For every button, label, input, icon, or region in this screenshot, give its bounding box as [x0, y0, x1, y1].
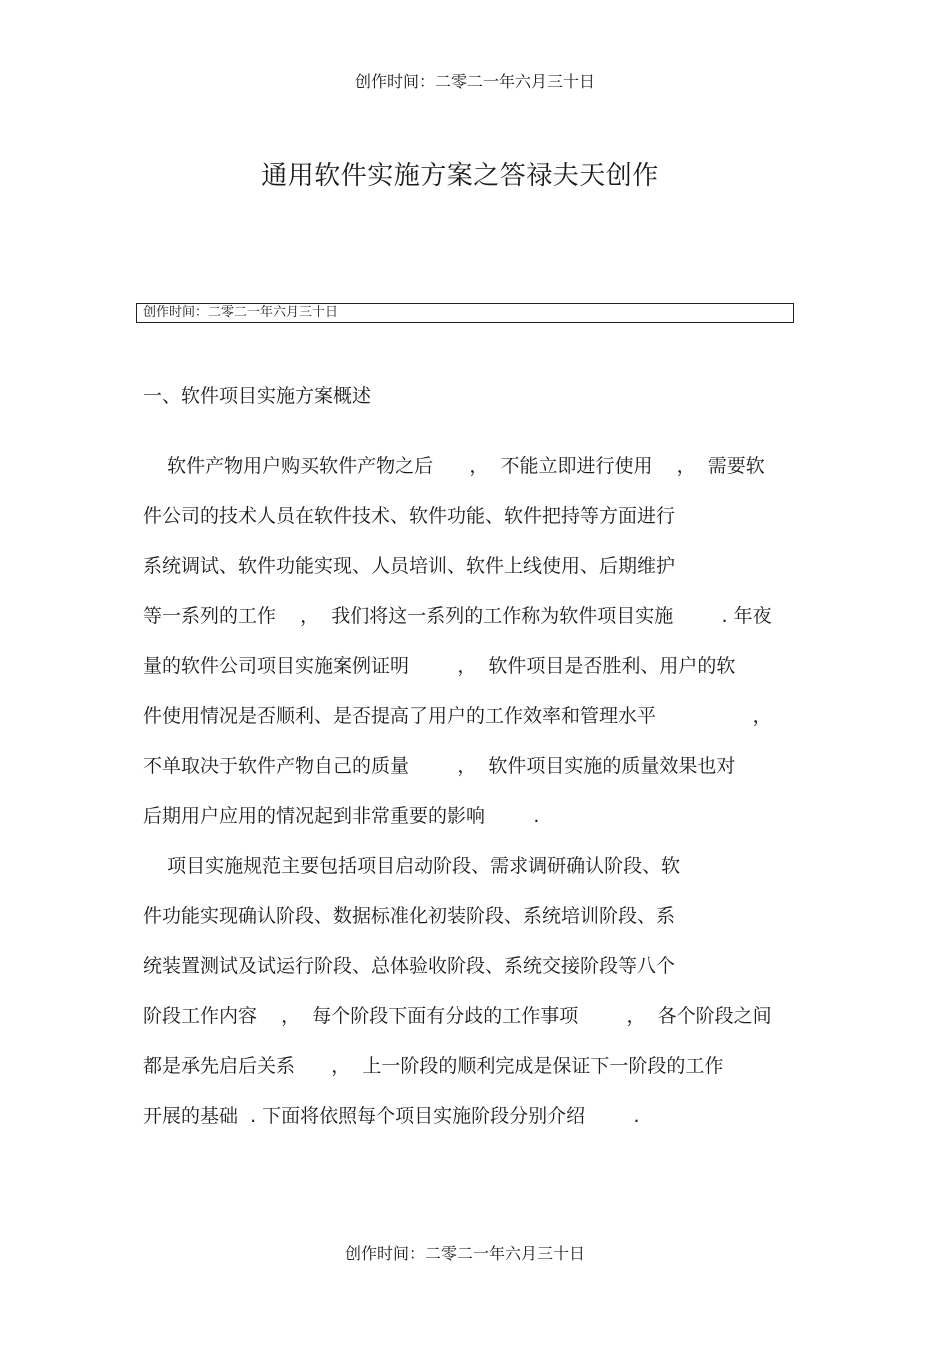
body-line: 不单取决于软件产物自己的质量 ， 软件项目实施的质量效果也对	[143, 755, 736, 777]
document-title: 通用软件实施方案之答禄夫天创作	[261, 161, 659, 191]
body-line: 都是承先启后关系 ， 上一阶段的顺利完成是保证下一阶段的工作	[143, 1055, 724, 1077]
body-line: 后期用户应用的情况起到非常重要的影响 .	[143, 805, 540, 827]
body-line: 软件产物用户购买软件产物之后 ， 不能立即进行使用 ， 需要软	[143, 455, 765, 477]
body-line: 统装置测试及试运行阶段、总体验收阶段、系统交接阶段等八个	[143, 955, 676, 977]
section-heading: 一、软件项目实施方案概述	[143, 385, 372, 407]
body-line: 量的软件公司项目实施案例证明 ， 软件项目是否胜利、用户的软	[143, 655, 736, 677]
body-line: 件功能实现确认阶段、数据标准化初装阶段、系统培训阶段、系	[143, 905, 676, 927]
body-line: 件使用情况是否顺利、是否提高了用户的工作效率和管理水平 ，	[143, 705, 772, 727]
body-line: 等一系列的工作 ， 我们将这一系列的工作称为软件项目实施 . 年夜	[143, 605, 772, 627]
body-line: 系统调试、软件功能实现、人员培训、软件上线使用、后期维护	[143, 555, 676, 577]
body-line: 开展的基础 . 下面将依照每个项目实施阶段分别介绍 .	[143, 1105, 640, 1127]
footer-creation-time: 创作时间：二零二一年六月三十日	[344, 1244, 585, 1263]
boxed-creation-time: 创作时间：二零二一年六月三十日	[136, 303, 794, 323]
body-line: 件公司的技术人员在软件技术、软件功能、软件把持等方面进行	[143, 505, 676, 527]
body-line: 阶段工作内容 ， 每个阶段下面有分歧的工作事项 ， 各个阶段之间	[143, 1005, 772, 1027]
header-creation-time: 创作时间：二零二一年六月三十日	[354, 72, 595, 91]
body-line: 项目实施规范主要包括项目启动阶段、需求调研确认阶段、软	[143, 855, 681, 877]
